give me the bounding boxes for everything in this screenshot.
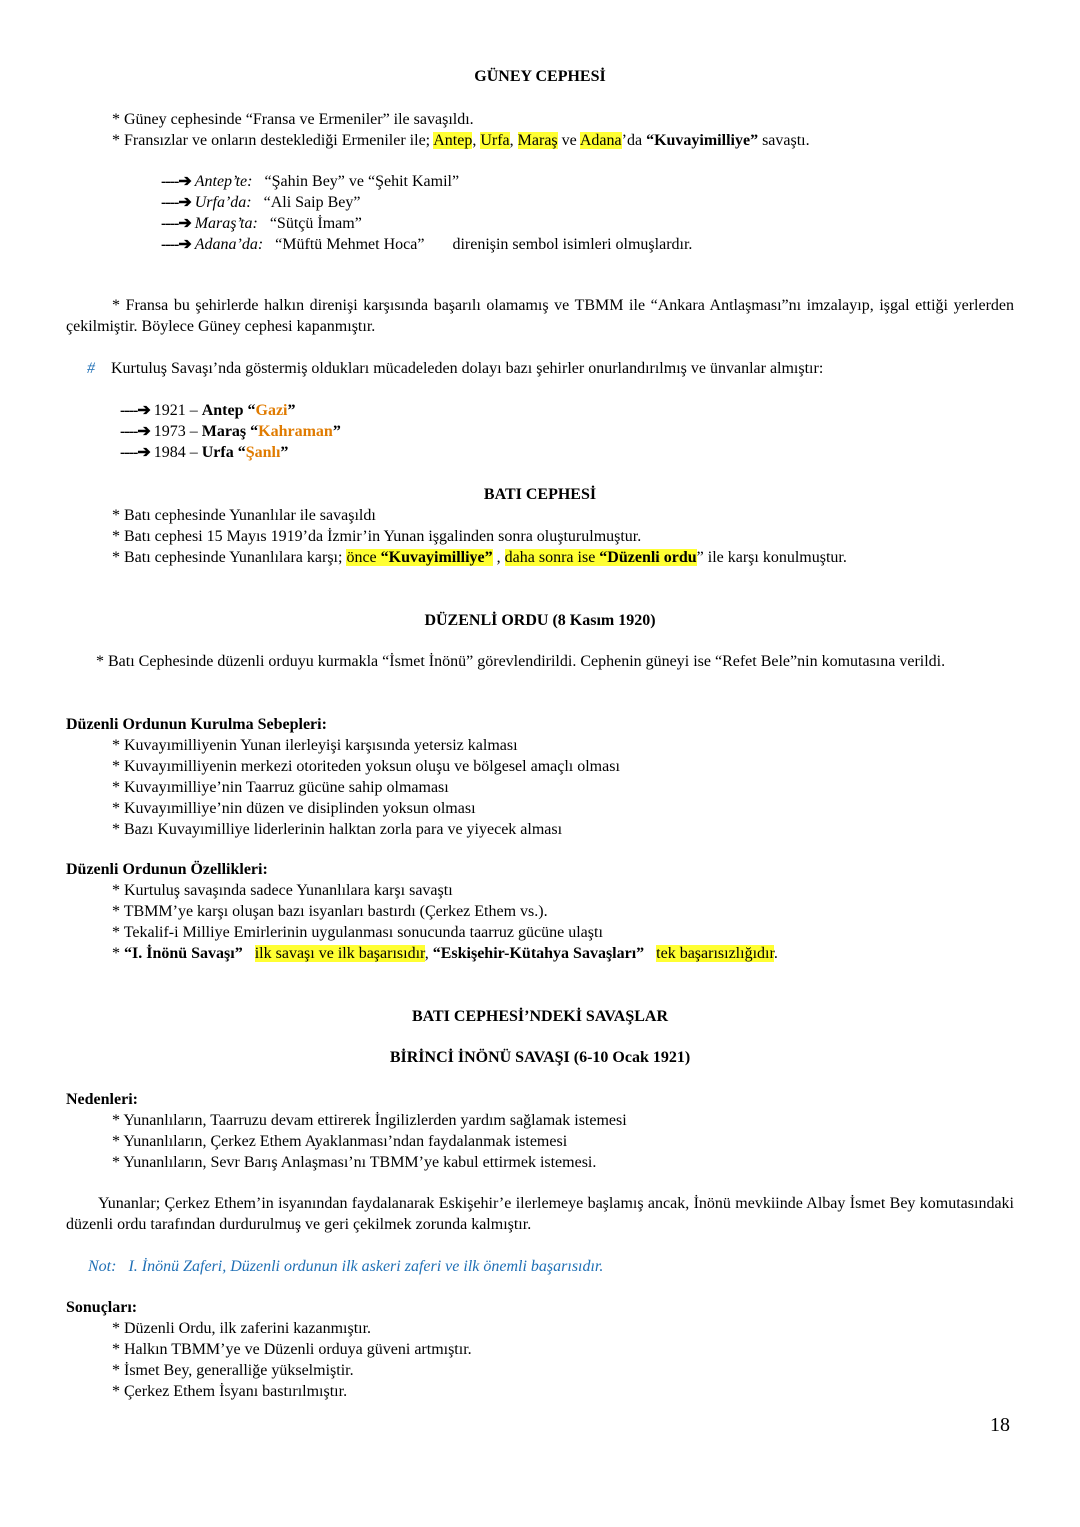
list-item: * Kuvayımilliye’nin Taarruz gücüne sahip olmaması (112, 779, 449, 796)
sebepler-title: Düzenli Ordunun Kurulma Sebepleri: (66, 716, 327, 733)
bati-bullet-2: * Batı cephesi 15 Mayıs 1919’da İzmir’in Yunan işgalinden sonra oluşturulmuştur. (112, 528, 642, 545)
sembol-isimler-list (66, 171, 1014, 255)
highlight-maras: Maraş (517, 132, 558, 149)
highlight-adana: Adana (579, 132, 622, 149)
list-item: ----➔ Maraş’ta: “Sütçü İmam” (161, 215, 362, 232)
highlight-urfa: Urfa (480, 132, 510, 149)
list-item: * Kurtuluş savaşında sadece Yunanlılara karşı savaştı (112, 882, 453, 899)
ozellikler-title: Düzenli Ordunun Özellikleri: (66, 861, 268, 878)
list-item: ----➔ Adana’da: “Müftü Mehmet Hoca” direnişin sembol isimleri olmuşlardır. (161, 236, 693, 253)
list-item: * TBMM’ye karşı oluşan bazı isyanları bastırdı (Çerkez Ethem vs.). (112, 903, 548, 920)
duzenli-paragraph: * Batı Cephesinde düzenli orduyu kurmakla “İsmet İnönü” görevlendirildi. Cephenin güneyi ise “Refet Bele”nin komutasına verildi. (96, 653, 946, 670)
note-label: Not: (88, 1258, 117, 1275)
section-title-savaslar: BATI CEPHESİ’NDEKİ SAVAŞLAR (411, 1008, 669, 1025)
section-title-bati: BATI CEPHESİ (483, 486, 597, 503)
guney-bullet-1: * Güney cephesinde “Fransa ve Ermeniler” ile savaşıldı. (112, 111, 474, 128)
page-number: 18 (990, 1414, 1010, 1436)
list-item: * Yunanlıların, Sevr Barış Anlaşması’nı TBMM’ye kabul ettirmek istemesi. (112, 1154, 597, 1171)
list-item: * Yunanlıların, Taarruzu devam ettirerek İngilizlerden yardım sağlamak istemesi (112, 1112, 627, 1129)
unvan-list (66, 400, 1014, 463)
list-item: * Yunanlıların, Çerkez Ethem Ayaklanması’ndan faydalanmak istemesi (112, 1133, 568, 1150)
ozellikler-block (66, 859, 1014, 964)
list-item: * Düzenli Ordu, ilk zaferini kazanmıştır. (112, 1320, 372, 1337)
list-item: * Kuvayımilliyenin merkezi otoriteden yoksun oluşu ve bölgesel amaçlı olması (112, 758, 620, 775)
nedenler-block (66, 1089, 1014, 1173)
sonuclar-title: Sonuçları: (66, 1299, 138, 1316)
list-item: * Kuvayımilliye’nin düzen ve disiplinden yoksun olması (112, 800, 476, 817)
inonu-paragraph: Yunanlar; Çerkez Ethem’in isyanından faydalanarak Eskişehir’e ilerlemeye başlamış ancak, İnönü mevkiinde Albay İsmet Bey komutasındaki düzenli ordu tarafından durdurulmuş ve geri çekilmek zorunda kalmıştır. (66, 1195, 1014, 1233)
list-item: ----➔ 1973 – Maraş “Kahraman” (120, 423, 341, 440)
guney-bullets (66, 109, 1014, 151)
guney-bullet-2: * Fransızlar ve onların desteklediği Ermeniler ile; Antep, Urfa, Maraş ve Adana’da “Kuvayimilliye” savaştı. (112, 132, 810, 149)
note-text: I. İnönü Zaferi, Düzenli ordunun ilk askeri zaferi ve ilk önemli başarısıdır. (128, 1258, 604, 1275)
guney-paragraph: * Fransa bu şehirlerde halkın direnişi karşısında başarılı olamamış ve TBMM ile “Ankara Antlaşması”nı imzalayıp, işgal ettiği yerlerden çekilmiştir. Böylece Güney cephesi kapanmıştır. (66, 297, 1014, 335)
hash-icon: # (87, 360, 95, 377)
section-title-duzenli: DÜZENLİ ORDU (8 Kasım 1920) (424, 612, 656, 629)
note-line (66, 1256, 1014, 1277)
bati-bullets (66, 505, 1014, 568)
list-item: * Halkın TBMM’ye ve Düzenli orduya güveni artmıştır. (112, 1341, 472, 1358)
list-item: ----➔ Urfa’da: “Ali Saip Bey” (161, 194, 361, 211)
list-item: * Bazı Kuvayımilliye liderlerinin halktan zorla para ve yiyecek alması (112, 821, 563, 838)
list-item: * Kuvayımilliyenin Yunan ilerleyişi karşısında yetersiz kalması (112, 737, 518, 754)
list-item: * Çerkez Ethem İsyanı bastırılmıştır. (112, 1383, 348, 1400)
nedenler-title: Nedenleri: (66, 1091, 138, 1108)
list-item: ----➔ 1921 – Antep “Gazi” (120, 402, 296, 419)
list-item: * “I. İnönü Savaşı” ilk savaşı ve ilk başarısıdır, “Eskişehir-Kütahya Savaşları” tek başarısızlığıdır. (112, 945, 778, 962)
list-item: ----➔ Antep’te: “Şahin Bey” ve “Şehit Kamil” (161, 173, 460, 190)
list-item: ----➔ 1984 – Urfa “Şanlı” (120, 444, 289, 461)
section-subtitle-inonu: BİRİNCİ İNÖNÜ SAVAŞI (6-10 Ocak 1921) (389, 1049, 691, 1066)
bati-bullet-3: * Batı cephesinde Yunanlılara karşı; önce “Kuvayimilliye” , daha sonra ise “Düzenli ordu” ile karşı konulmuştur. (112, 549, 847, 566)
highlight-antep: Antep (433, 132, 473, 149)
section-title-guney: GÜNEY CEPHESİ (474, 68, 606, 85)
list-item: * İsmet Bey, generalliğe yükselmiştir. (112, 1362, 354, 1379)
bati-bullet-1: * Batı cephesinde Yunanlılar ile savaşıldı (112, 507, 376, 524)
sonuclar-block (66, 1297, 1014, 1402)
list-item: * Tekalif-i Milliye Emirlerinin uygulanması sonucunda taarruz gücüne ulaştı (112, 924, 603, 941)
sebepler-block (66, 714, 1014, 840)
unvan-intro: # Kurtuluş Savaşı’nda göstermiş oldukları mücadeleden dolayı bazı şehirler onurlandırılmış ve ünvanlar almıştır: (87, 360, 824, 377)
